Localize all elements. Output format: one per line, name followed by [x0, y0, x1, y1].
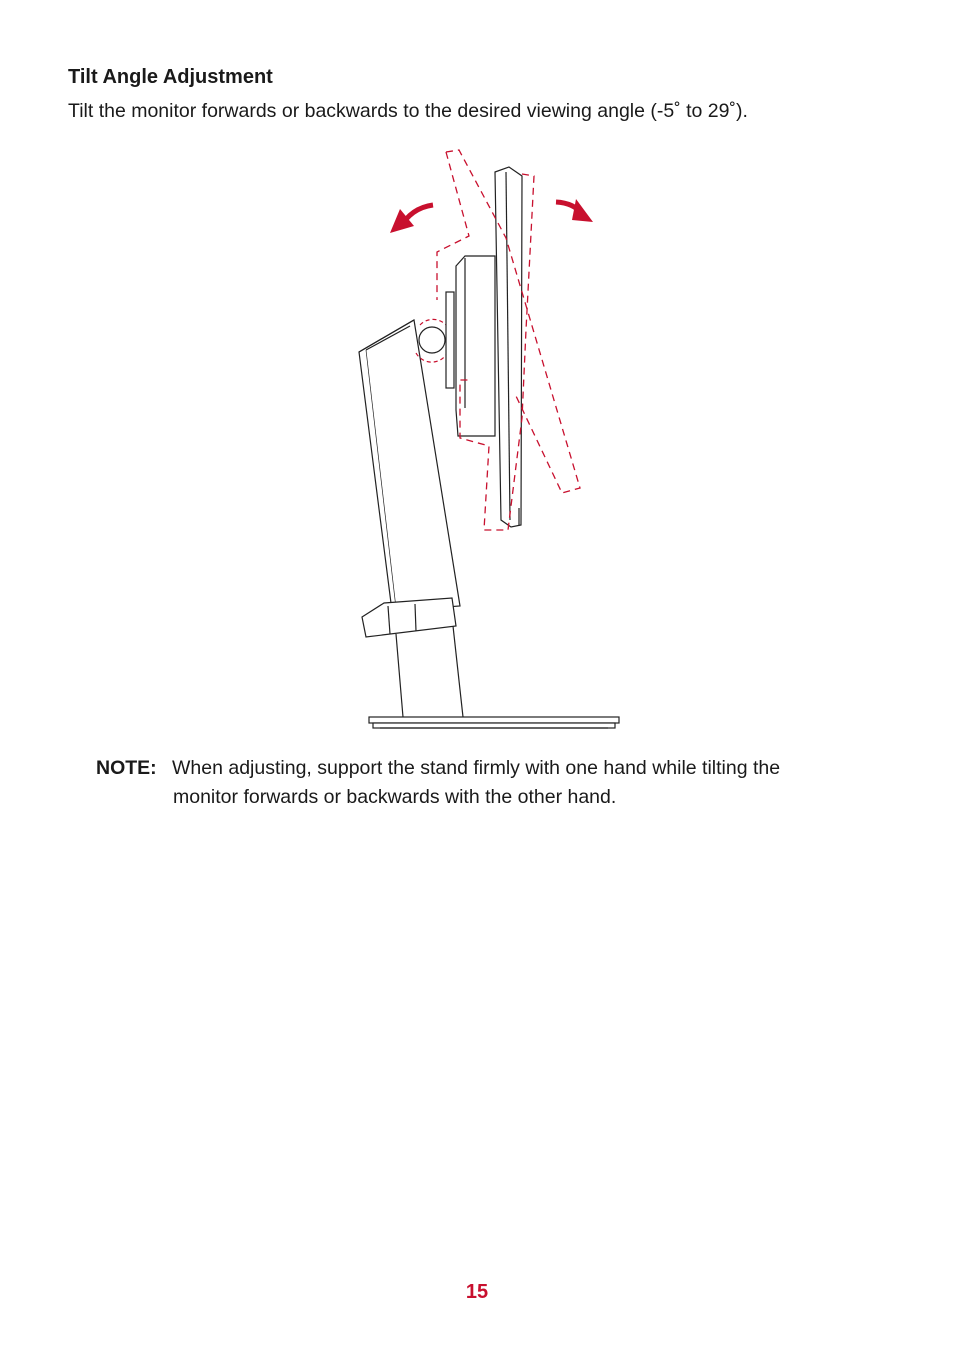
tilt-back-arrow-icon: [390, 205, 433, 233]
note-text-line1: When adjusting, support the stand firmly with one hand while tilting the: [172, 757, 781, 779]
tilt-forward-arrow-icon: [556, 199, 593, 222]
note-label: NOTE:: [96, 757, 157, 779]
monitor-tilt-diagram: [340, 140, 640, 740]
note-text-line2: monitor forwards or backwards with the other hand.: [173, 786, 617, 808]
section-heading: Tilt Angle Adjustment: [68, 66, 273, 88]
monitor-upright: [456, 167, 522, 527]
intro-text: Tilt the monitor forwards or backwards to the desired viewing angle (-5˚ to 29˚).: [68, 100, 748, 122]
page-number: 15: [465, 1281, 489, 1303]
note-block: [96, 754, 896, 812]
stand-base-plate: [369, 717, 619, 728]
